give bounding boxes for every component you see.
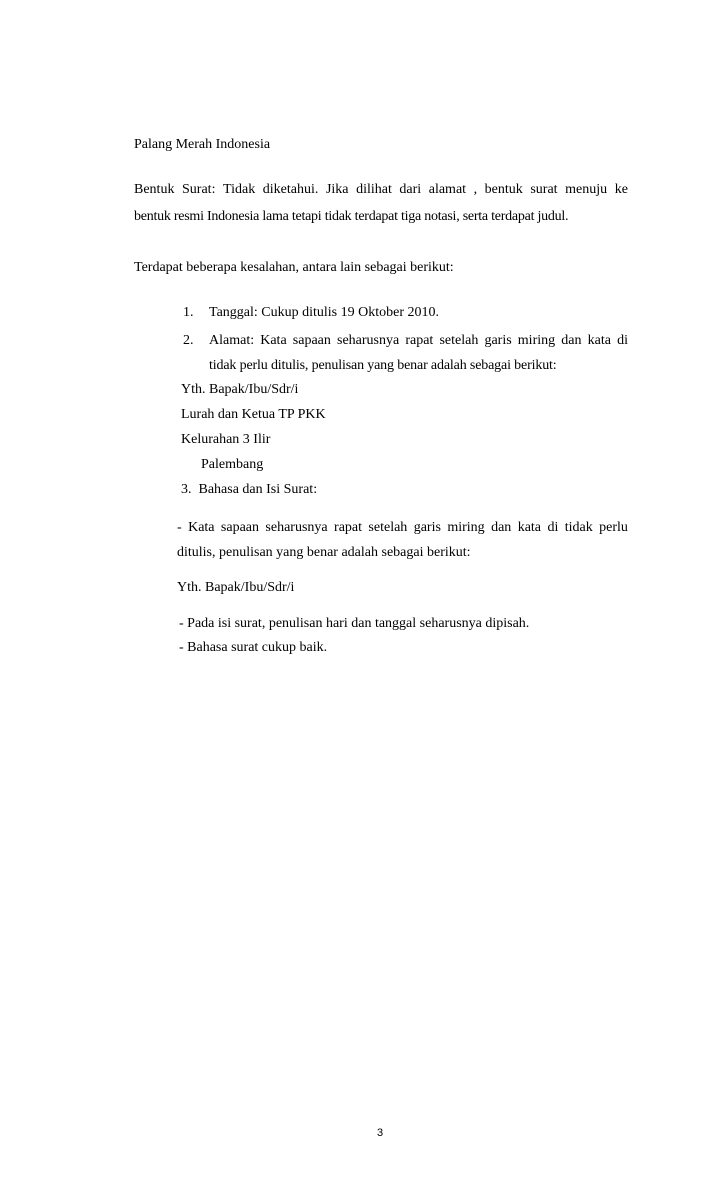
word: Jika bbox=[325, 182, 349, 197]
word: perlu bbox=[599, 520, 628, 535]
address-salutation: Yth. Bapak/Ibu/Sdr/i bbox=[181, 382, 299, 397]
word: rapat bbox=[405, 333, 434, 348]
word: Tidak bbox=[223, 182, 256, 197]
word: miring bbox=[517, 333, 556, 348]
address-recipient: Lurah dan Ketua TP PKK bbox=[181, 407, 326, 422]
word: bentuk bbox=[484, 182, 523, 197]
word: sapaan bbox=[292, 333, 331, 348]
list-item-address-line-1 bbox=[209, 332, 628, 350]
list-item-text: Bahasa dan Isi Surat: bbox=[198, 482, 318, 497]
word: ke bbox=[614, 182, 628, 197]
note-language-quality: - Bahasa surat cukup baik. bbox=[179, 640, 328, 655]
note-date-separation: - Pada isi surat, penulisan hari dan tanggal seharusnya dipisah. bbox=[179, 616, 530, 631]
word: di bbox=[617, 333, 628, 348]
word: tidak bbox=[564, 520, 593, 535]
word: Kata bbox=[260, 333, 287, 348]
salutation-note-line-2: ditulis, penulisan yang benar adalah sebagai berikut: bbox=[177, 545, 471, 560]
word: , bbox=[473, 182, 478, 197]
list-item-address-line-2: tidak perlu ditulis, penulisan yang benar adalah sebagai berikut: bbox=[209, 358, 557, 373]
salutation-note-line-1 bbox=[177, 519, 628, 537]
word: Bentuk bbox=[134, 182, 175, 197]
form-paragraph-line-1 bbox=[134, 181, 628, 199]
word: alamat bbox=[428, 182, 467, 197]
word: dilihat bbox=[356, 182, 392, 197]
word: miring bbox=[447, 520, 485, 535]
word: Kata bbox=[188, 520, 215, 535]
address-city: Palembang bbox=[201, 457, 264, 472]
list-number: 1. bbox=[183, 305, 194, 320]
word: dan bbox=[561, 333, 582, 348]
word: di bbox=[547, 520, 559, 535]
word: seharusnya bbox=[265, 520, 328, 535]
list-item-language bbox=[181, 481, 317, 499]
list-item-date bbox=[183, 304, 439, 322]
word: diketahui. bbox=[262, 182, 319, 197]
address-district: Kelurahan 3 Ilir bbox=[181, 432, 271, 447]
list-item-text: Tanggal: Cukup ditulis 19 Oktober 2010. bbox=[209, 305, 440, 320]
word: dari bbox=[399, 182, 422, 197]
word: garis bbox=[484, 333, 512, 348]
word: menuju bbox=[565, 182, 608, 197]
word: - bbox=[177, 520, 182, 535]
word: Alamat: bbox=[209, 333, 255, 348]
form-paragraph-line-2: bentuk resmi Indonesia lama tetapi tidak terdapat tiga notasi, serta terdapat judul. bbox=[134, 209, 569, 224]
word: setelah bbox=[439, 333, 479, 348]
page-number: 3 bbox=[376, 1127, 384, 1139]
list-number: 3. bbox=[181, 482, 192, 497]
word: garis bbox=[413, 520, 441, 535]
word: seharusnya bbox=[337, 333, 400, 348]
word: sapaan bbox=[220, 520, 260, 535]
word: dan bbox=[491, 520, 512, 535]
word: Surat: bbox=[182, 182, 216, 197]
word: kata bbox=[587, 333, 611, 348]
word: rapat bbox=[334, 520, 363, 535]
errors-intro: Terdapat beberapa kesalahan, antara lain sebagai berikut: bbox=[134, 260, 454, 275]
word: kata bbox=[517, 520, 542, 535]
organization-name: Palang Merah Indonesia bbox=[134, 137, 271, 152]
list-item-address-number: 2. bbox=[183, 333, 194, 348]
word: setelah bbox=[368, 520, 408, 535]
word: surat bbox=[530, 182, 558, 197]
corrected-salutation: Yth. Bapak/Ibu/Sdr/i bbox=[177, 580, 295, 595]
